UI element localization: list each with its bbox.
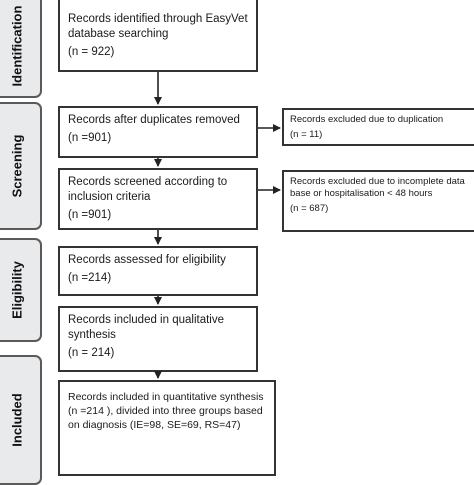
phase-screening-label: Screening xyxy=(9,134,25,198)
phase-identification xyxy=(0,0,42,98)
box-qualitative-synthesis-text: Records included in qualitative synthesis xyxy=(68,314,224,341)
box-quantitative-synthesis-text: Records included in quantitative synthesis (n =214 ), divided into three groups based on diagnosis (IE=98, SE=69, RS=47) xyxy=(68,391,264,431)
box-quantitative-synthesis xyxy=(58,380,276,476)
box-assessed-eligibility xyxy=(58,246,258,296)
box-records-screened-count: (n =901) xyxy=(68,209,112,221)
box-records-identified-count: (n = 922) xyxy=(68,46,115,58)
box-records-identified-text: Records identified through EasyVet database searching xyxy=(68,13,248,40)
phase-screening xyxy=(0,102,42,230)
phase-included xyxy=(0,355,42,485)
box-duplicates-removed xyxy=(58,106,258,158)
box-records-screened xyxy=(58,168,258,230)
box-qualitative-synthesis-count: (n = 214) xyxy=(68,347,115,359)
box-excluded-incomplete xyxy=(282,170,474,232)
box-qualitative-synthesis xyxy=(58,306,258,372)
phase-identification-label: Identification xyxy=(9,5,25,87)
box-records-screened-text: Records screened according to inclusion criteria xyxy=(68,176,228,203)
box-duplicates-removed-text: Records after duplicates removed xyxy=(68,114,240,126)
box-records-identified xyxy=(58,0,258,72)
box-excluded-incomplete-count: (n = 687) xyxy=(290,203,329,214)
box-assessed-eligibility-text: Records assessed for eligibility xyxy=(68,254,226,266)
phase-included-label: Included xyxy=(9,393,25,447)
box-excluded-duplication-count: (n = 11) xyxy=(290,129,323,140)
box-excluded-incomplete-text: Records excluded due to incomplete data base or hospitalisation < 48 hours xyxy=(290,176,465,199)
box-excluded-duplication-text: Records excluded due to duplication xyxy=(290,114,444,125)
phase-eligibility-label: Eligibility xyxy=(9,261,25,319)
box-assessed-eligibility-count: (n =214) xyxy=(68,272,112,284)
phase-eligibility xyxy=(0,238,42,342)
box-duplicates-removed-count: (n =901) xyxy=(68,132,112,144)
box-excluded-duplication xyxy=(282,108,474,146)
